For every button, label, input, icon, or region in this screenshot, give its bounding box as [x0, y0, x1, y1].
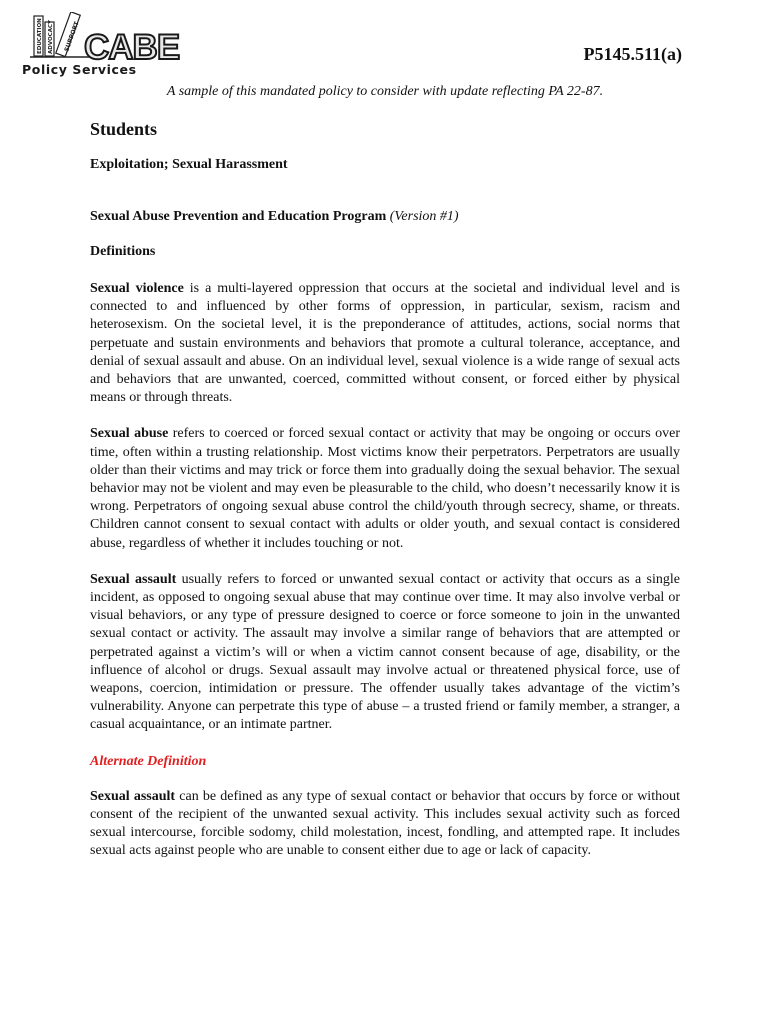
- subsection-heading: Exploitation; Sexual Harassment: [90, 157, 288, 172]
- definitions-heading: Definitions: [90, 244, 156, 259]
- logo-spine-education: EDUCATION: [37, 18, 43, 54]
- logo-tagline: Policy Services: [22, 62, 137, 77]
- definition-paragraph: [90, 571, 680, 735]
- definition-paragraph: [90, 280, 680, 407]
- logo-brand: CABE: [84, 28, 180, 67]
- alternate-definition-paragraph: [90, 788, 680, 861]
- definition-term: Sexual abuse: [90, 426, 169, 442]
- logo-spine-support: SUPPORT: [63, 20, 81, 53]
- definition-term: Sexual assault: [90, 571, 177, 587]
- definition-text: refers to coerced or forced sexual contact or activity that may be ongoing or occurs over time, often within a trusting relationship. Most victims know their perpetrators. Perpetrators are usually older than their victims and may trick or force them into gradually doing the sexual behavior. The sexual behavior may not be violent and may even be pleasurable to the child, who doesn’t necessarily know it is wrong. Perpetrators of ongoing sexual abuse control the child/youth through secrecy, shame, or threats. Children cannot consent to sexual contact with adults or older youth, and sexual contact is considered abuse, regardless of whether it includes touching or not.: [90, 426, 680, 551]
- program-heading: [90, 208, 680, 225]
- definition-text: can be defined as any type of sexual contact or behavior that occurs by force or without consent of the recipient of the unwanted sexual activity. This includes sexual activity such as forced sexual intercourse, forcible sodomy, child molestation, incest, fondling, and attempted rape. It includes sexual acts against people who are unable to consent either due to age or lack of capacity.: [90, 788, 680, 859]
- document-body: [90, 118, 680, 860]
- cabe-logo: [22, 12, 180, 80]
- program-title: Sexual Abuse Prevention and Education Program: [90, 209, 387, 224]
- definition-paragraph: [90, 425, 680, 552]
- definition-text: usually refers to forced or unwanted sexual contact or activity that occurs as a single incident, as opposed to ongoing sexual abuse that may continue over time. It may also involve verbal or visual behaviors, or any type of pressure designed to coerce or force someone to join in the unwanted sexual contact or activity. The assault may involve a similar range of behaviors that are attempted or perpetrated against a victim’s will or when a victim cannot consent because of age, disability, or the influence of alcohol or drugs. Sexual assault may involve actual or threatened physical force, use of weapons, coercion, intimidation or pressure. The offender usually takes advantage of the victim’s vulnerability. Anyone can perpetrate this type of abuse – a trusted friend or family member, a stranger, a casual acquaintance, or an intimate partner.: [90, 571, 680, 733]
- definition-term: Sexual violence: [90, 281, 184, 296]
- logo-spine-advocacy: ADVOCACY: [48, 20, 54, 54]
- program-version: (Version #1): [389, 209, 459, 224]
- definition-term: Sexual assault: [90, 788, 176, 804]
- section-heading: Students: [90, 119, 158, 139]
- definition-text: is a multi-layered oppression that occurs at the societal and individual level and is connected to and influenced by other forms of oppression, in particular, sexism, racism and heterosexism. On the societal level, it is the preponderance of attitudes, actions, social norms that perpetuate and sustain environments and behaviors that promote a cultural tolerance, acceptance, and denial of sexual assault and abuse. On an individual level, sexual violence is a wide range of sexual acts and behaviors that are unwanted, coerced, committed without consent, or forced either by physical means or through threats.: [90, 281, 680, 406]
- policy-number: P5145.511(a): [583, 44, 682, 64]
- alternate-definition-heading: Alternate Definition: [90, 753, 207, 769]
- policy-note: A sample of this mandated policy to consider with update reflecting PA 22-87.: [166, 84, 604, 99]
